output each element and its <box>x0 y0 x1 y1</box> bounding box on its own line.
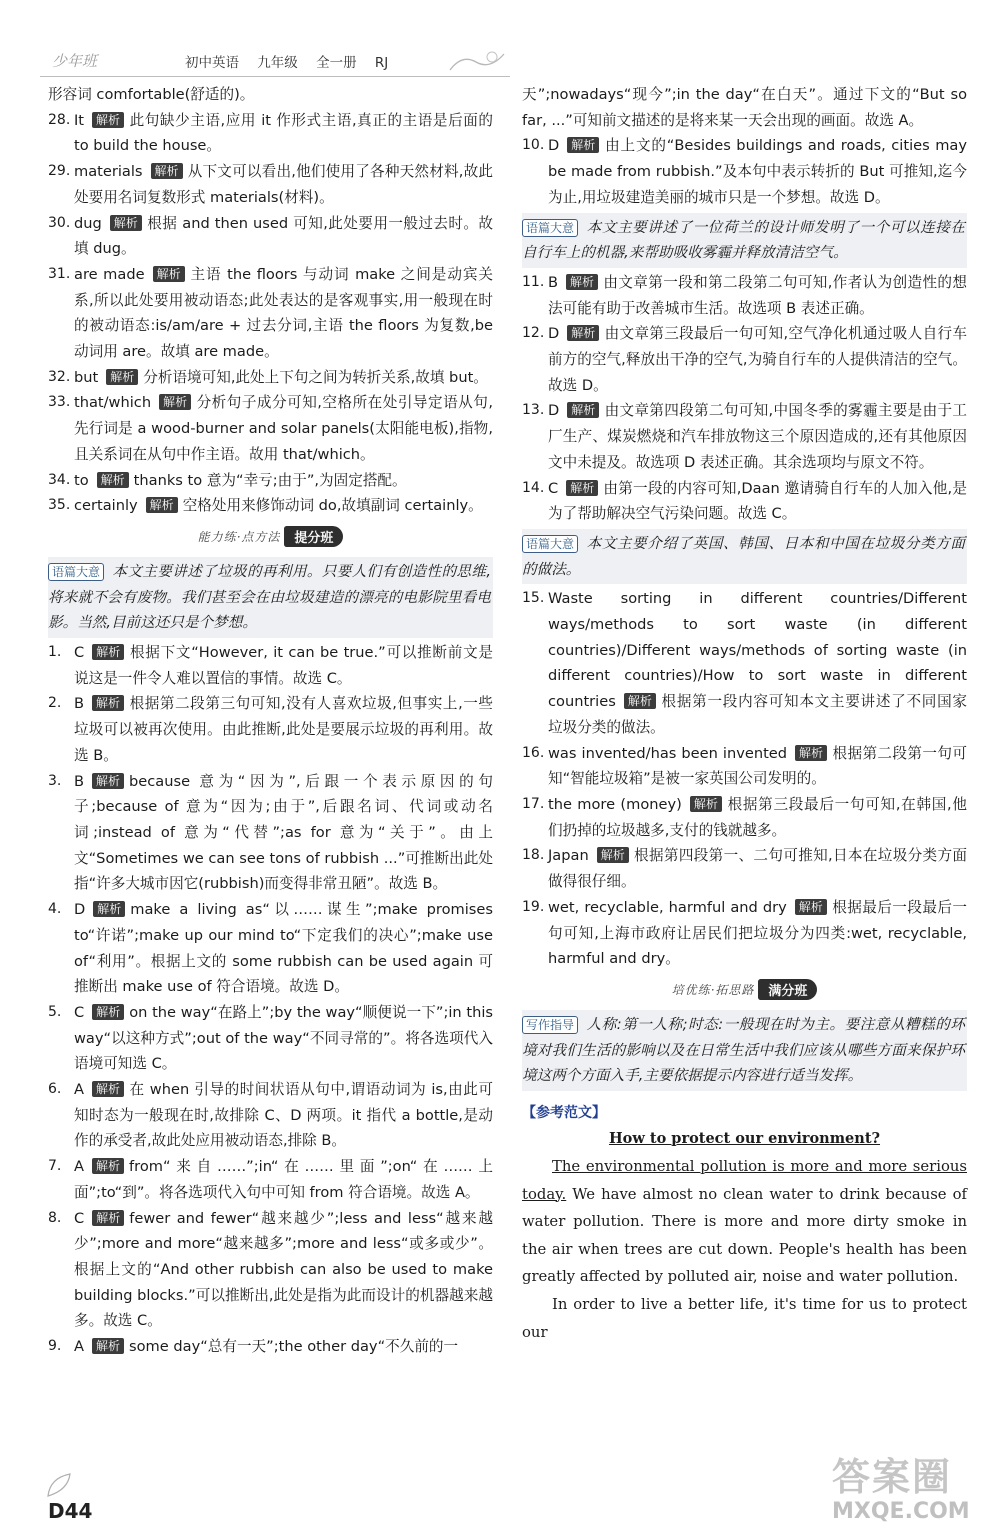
essay-paragraph-1 <box>522 1153 967 1291</box>
answer-key: A <box>74 1158 84 1176</box>
analysis-text: 根据最后一段最后一句可知,上海市政府让居民们把垃圾分为四类:wet, recyclable, harmful and dry。 <box>548 898 967 968</box>
continued-text: 天”;nowadays“现今”;in the day“在白天”。通过下文的“But so far, ...”可知前文描述的是将来某一天会出现的画面。故选 A。 <box>522 86 967 129</box>
question-number: 17. <box>522 795 545 812</box>
answer-key: B <box>74 695 85 713</box>
question-number: 35. <box>48 497 71 514</box>
question-number: 32. <box>48 368 71 385</box>
analysis-text: because 意为“因为”,后跟一个表示原因的句子;because of 意为“因为;由于”,后跟名词、代词或动名词;instead of 意为“代替”;as for 意为“关于”。由上文“Sometimes we can see tons of rubbish ...”可推断出此处指“许多大城市因它(rubbish)而变得非常丑陋”。故选 B。 <box>74 772 493 893</box>
analysis-text: on the way“在路上”;by the way“顺便说一下”;in this way“以这种方式”;out of the way“不同寻常的”。将各选项代入语境可知选 C。 <box>74 1003 493 1073</box>
analysis-tag: 解析 <box>153 266 185 282</box>
section-banner <box>48 519 493 555</box>
analysis-text: some day“总有一天”;the other day“不久前的一 <box>129 1338 459 1356</box>
section-banner <box>522 972 967 1008</box>
question-number: 12. <box>522 325 545 342</box>
analysis-text: 由第一段的内容可知,Daan 邀请骑自行车的人加入他,是为了帮助解决空气污染问题。故选 C。 <box>548 479 967 523</box>
analysis-text: 主语 the floors 与动词 make 之间是动宾关系,所以此处要用被动语态;此处表达的是客观事实,用一般现在时的被动语态:is/am/are + 过去分词,主语 the floors 为复数,be 动词用 are。故填 are made。 <box>74 265 493 361</box>
answer-item <box>522 792 967 843</box>
answer-key: C <box>548 479 559 497</box>
analysis-tag: 解析 <box>566 480 598 496</box>
summary-tag: 语篇大意 <box>48 563 104 581</box>
answer-body <box>74 691 493 768</box>
analysis-text: 空格处用来修饰动词 do,故填副词 certainly。 <box>182 497 483 515</box>
answer-body <box>548 398 967 475</box>
answer-body <box>548 133 967 210</box>
essay-text: We have almost no clean water to drink because of water pollution. There is more and more dirty smoke in the air when trees are cut down. People's health has been greatly affected by polluted air, noise and water pollution. <box>522 1185 967 1286</box>
analysis-text: 此句缺少主语,应用 it 作形式主语,真正的主语是后面的 to build the house。 <box>74 111 493 155</box>
answer-item <box>522 586 967 740</box>
answer-key: C <box>74 1209 85 1227</box>
answer-item <box>522 843 967 894</box>
leaf-decoration-icon <box>44 1470 78 1500</box>
answer-key: materials <box>74 163 143 181</box>
question-number: 10. <box>522 137 545 154</box>
answer-key: A <box>74 1338 84 1356</box>
answer-key: wet, recyclable, harmful and dry <box>548 898 787 916</box>
answer-body <box>548 792 967 843</box>
answer-body <box>548 843 967 894</box>
question-number: 29. <box>48 163 71 180</box>
analysis-tag: 解析 <box>690 796 722 812</box>
analysis-text: 根据第二段第三句可知,没有人喜欢垃圾,但事实上,一些垃圾可以被再次使用。由此推断,此处是要展示垃圾的再利用。故选 B。 <box>74 695 493 764</box>
answer-item <box>522 476 967 527</box>
watermark-text: 答案圈 <box>832 1455 953 1499</box>
answer-key: D <box>548 137 560 155</box>
analysis-text: 根据第一段内容可知本文主要讲述了不同国家垃圾分类的做法。 <box>548 693 967 736</box>
answer-item <box>48 262 493 365</box>
analysis-text: 根据第三段最后一句可知,在韩国,他们扔掉的垃圾越多,支付的钱就越多。 <box>548 795 967 839</box>
analysis-text: 分析语境可知,此处上下句之间为转折关系,故填 but。 <box>143 368 488 386</box>
analysis-tag: 解析 <box>92 773 124 789</box>
answer-body <box>74 1077 493 1154</box>
answer-body <box>74 1154 493 1205</box>
answer-item <box>48 468 493 494</box>
analysis-text: 由上文的“Besides buildings and roads, cities may be made from rubbish.”及本句中表示转折的 But 可推知,迄今为止,用垃圾建造美丽的城市只是一个梦想。故选 D。 <box>548 137 967 206</box>
answer-key: Waste sorting in different countries/Different ways/methods to sort waste (in different countries)/Different ways/methods of sorting waste (in different countries)/How to sort waste in different countries <box>548 590 967 711</box>
answer-item <box>48 1077 493 1154</box>
analysis-tag: 解析 <box>92 1081 124 1097</box>
analysis-tag: 解析 <box>92 112 124 128</box>
left-column <box>48 82 493 1360</box>
analysis-text: make a living as“以……谋生”;make promises to“许诺”;make up our mind to“下定我们的决心”;make use of“利用”。根据上文的 some rubbish can be used again 可推断出 make use of 符合语境。故选 D。 <box>74 901 493 996</box>
answer-body <box>548 476 967 527</box>
summary-text: 人称:第一人称;时态:一般现在时为主。要注意从糟糕的环境对我们生活的影响以及在日常生活中我们应该从哪些方面来保护环境这两个方面入手,主要依据提示内容进行适当发挥。 <box>522 1015 965 1085</box>
answer-key: to <box>74 471 89 489</box>
analysis-text: 由文章第三段最后一句可知,空气净化机通过吸人自行车前方的空气,释放出干净的空气,为骑自行车的人提供清洁的空气。故选 D。 <box>548 325 967 394</box>
analysis-tag: 解析 <box>567 137 599 153</box>
question-number: 30. <box>48 214 71 231</box>
analysis-text: 由文章第四段第二句可知,中国冬季的雾霾主要是由于工厂生产、煤炭燃烧和汽车排放物这三个原因造成的,还有其他原因文中未提及。故选项 D 表述正确。其余选项均与原文不符。 <box>548 402 967 471</box>
answer-body <box>548 895 967 972</box>
answer-item <box>48 108 493 159</box>
passage-summary <box>522 1010 967 1091</box>
analysis-tag: 解析 <box>151 163 183 179</box>
answer-key: are made <box>74 265 145 283</box>
question-number: 15. <box>522 590 545 607</box>
analysis-text: 在 when 引导的时间状语从句中,谓语动词为 is,由此可知时态为一般现在时,故排除 C、D 两项。it 指代 a bottle,是动作的承受者,故此处应用被动语态,排除 B。 <box>74 1081 493 1150</box>
answer-body <box>74 108 493 159</box>
analysis-tag: 解析 <box>97 472 129 488</box>
analysis-tag: 解析 <box>92 644 124 660</box>
analysis-tag: 解析 <box>110 215 142 231</box>
answer-body <box>74 159 493 210</box>
answer-body <box>74 897 493 1000</box>
answer-body <box>74 468 493 494</box>
answer-key: certainly <box>74 497 138 515</box>
question-number: 16. <box>522 744 545 761</box>
answer-item <box>48 365 493 391</box>
analysis-text: thanks to 意为“幸亏;由于”,为固定搭配。 <box>133 471 407 489</box>
answer-body <box>74 390 493 467</box>
answer-item <box>48 159 493 210</box>
question-number: 14. <box>522 479 545 496</box>
analysis-tag: 解析 <box>106 369 138 385</box>
answer-item <box>48 1206 493 1335</box>
answer-body <box>548 741 967 792</box>
analysis-text: 根据下文“However, it can be true.”可以推断前文是说这是一件令人难以置信的事情。故选 C。 <box>74 644 493 687</box>
answer-body <box>74 1000 493 1077</box>
answer-item <box>522 741 967 792</box>
summary-text: 本文主要讲述了一位荷兰的设计师发明了一个可以连接在自行车上的机器,来帮助吸收雾霾并释放清洁空气。 <box>522 218 965 262</box>
answer-key: B <box>74 772 85 790</box>
summary-tag: 写作指导 <box>522 1016 578 1034</box>
question-number: 4. <box>48 901 62 918</box>
right-items <box>522 82 967 1091</box>
analysis-tag: 解析 <box>566 274 598 290</box>
essay-paragraph-2: In order to live a better life, it's time for us to protect our <box>522 1295 967 1341</box>
analysis-tag: 解析 <box>92 1004 124 1020</box>
question-number: 19. <box>522 898 545 915</box>
answer-body <box>74 365 493 391</box>
analysis-tag: 解析 <box>92 1158 124 1174</box>
answer-key: C <box>74 1003 85 1021</box>
answer-item <box>48 211 493 262</box>
analysis-text: 根据第四段第一、二句可推知,日本在垃圾分类方面做得很仔细。 <box>548 847 967 891</box>
answer-item <box>522 398 967 475</box>
passage-summary <box>522 213 967 268</box>
summary-tag: 语篇大意 <box>522 535 578 553</box>
analysis-tag: 解析 <box>92 695 124 711</box>
answer-body <box>74 493 493 519</box>
question-number: 1. <box>48 644 62 661</box>
right-column <box>522 82 967 1346</box>
book-title: 初中英语 九年级 全一册 RJ <box>185 55 389 71</box>
analysis-text: 由文章第一段和第二段第二句可知,作者认为创造性的想法可能有助于改善城市生活。故选项 B 表述正确。 <box>548 273 967 317</box>
question-number: 13. <box>522 402 545 419</box>
answer-item <box>48 769 493 898</box>
answer-key: D <box>548 402 560 420</box>
question-number: 18. <box>522 847 545 864</box>
answer-key: It <box>74 111 85 129</box>
question-number: 11. <box>522 273 545 290</box>
analysis-tag: 解析 <box>624 693 656 709</box>
question-number: 28. <box>48 111 71 128</box>
analysis-tag: 解析 <box>93 901 125 917</box>
header-divider <box>40 76 510 77</box>
analysis-text: from“来自……”;in“在……里面”;on“在……上面”;to“到”。将各选项代入句中可知 from 符合语境。故选 A。 <box>74 1158 493 1201</box>
summary-text: 本文主要介绍了英国、韩国、日本和中国在垃圾分类方面的做法。 <box>522 534 965 578</box>
answer-body <box>74 211 493 262</box>
answer-key: Japan <box>548 847 589 865</box>
answer-key: D <box>548 325 560 343</box>
analysis-tag: 解析 <box>92 1338 124 1354</box>
page-number: D44 <box>48 1499 93 1523</box>
page-header <box>0 0 1000 80</box>
answer-item <box>48 640 493 691</box>
analysis-tag: 解析 <box>795 745 827 761</box>
answer-body <box>74 1334 493 1360</box>
analysis-tag: 解析 <box>567 325 599 341</box>
swirl-decoration-icon <box>448 48 508 74</box>
question-number: 2. <box>48 695 62 712</box>
answer-key: D <box>74 901 86 919</box>
passage-summary <box>522 529 967 584</box>
answer-key: C <box>74 644 85 662</box>
brand-logo: 少年班 <box>52 52 98 70</box>
section-label: 满分班 <box>758 979 817 1000</box>
analysis-tag: 解析 <box>146 497 178 513</box>
answer-item <box>48 897 493 1000</box>
answer-body <box>548 270 967 321</box>
question-number: 7. <box>48 1158 62 1175</box>
answer-item <box>522 895 967 972</box>
analysis-text: 根据第二段第一句可知“智能垃圾箱”是被一家英国公司发明的。 <box>548 744 967 788</box>
analysis-text: fewer and fewer“越来越少”;less and less“越来越少”;more and more“越来越多”;more and less“或多或少”。根据上文的“And other rubbish can also be used to make building blocks.”可以推断出,此处是指为此而设计的机器越来越多。故选 C。 <box>74 1209 493 1330</box>
essay-underlined-sentence: The environmental pollution is more and more serious today. <box>522 1158 967 1203</box>
section-label: 提分班 <box>284 526 343 547</box>
answer-key: that/which <box>74 394 152 412</box>
analysis-tag: 解析 <box>159 394 191 410</box>
question-number: 5. <box>48 1003 62 1020</box>
answer-key: B <box>548 273 559 291</box>
answer-key: was invented/has been invented <box>548 744 788 762</box>
continued-text: 形容词 comfortable(舒适的)。 <box>48 86 255 103</box>
model-essay <box>522 1101 967 1346</box>
answer-key: the more (money) <box>548 795 682 813</box>
watermark-url: MXQE.COM <box>832 1499 970 1524</box>
summary-text: 本文主要讲述了垃圾的再利用。只要人们有创造性的思维,将来就不会有废物。我们甚至会在由垃圾建造的漂亮的电影院里看电影。当然,目前这还只是个梦想。 <box>48 562 491 632</box>
section-subtitle: 培优练·拓思路 <box>671 983 755 998</box>
answer-key: A <box>74 1081 84 1099</box>
analysis-tag: 解析 <box>92 1210 124 1226</box>
analysis-tag: 解析 <box>567 402 599 418</box>
passage-summary <box>48 557 493 638</box>
answer-item <box>522 321 967 398</box>
question-number: 33. <box>48 394 71 411</box>
question-number: 31. <box>48 265 71 282</box>
watermark <box>832 1455 997 1533</box>
answer-item <box>48 1154 493 1205</box>
summary-tag: 语篇大意 <box>522 219 578 237</box>
answer-body <box>548 586 967 740</box>
answer-body <box>74 640 493 691</box>
section-subtitle: 能力练·点方法 <box>197 530 281 545</box>
answer-item <box>48 390 493 467</box>
answer-item <box>48 493 493 519</box>
analysis-text: 从下文可以看出,他们使用了各种天然材料,故此处要用名词复数形式 materials(材料)。 <box>74 163 493 206</box>
question-number: 9. <box>48 1338 62 1355</box>
answer-body <box>74 1206 493 1335</box>
analysis-tag: 解析 <box>597 847 629 863</box>
essay-title: How to protect our environment? <box>608 1130 881 1148</box>
answer-body <box>74 262 493 365</box>
analysis-text: 根据 and then used 可知,此处要用一般过去时。故填 dug。 <box>74 214 493 258</box>
essay-heading: 【参考范文】 <box>522 1105 606 1122</box>
answer-item <box>522 133 967 210</box>
answer-body <box>548 321 967 398</box>
analysis-tag: 解析 <box>795 899 827 915</box>
answer-item <box>522 270 967 321</box>
answer-key: but <box>74 368 99 386</box>
answer-key: dug <box>74 214 102 232</box>
question-number: 6. <box>48 1081 62 1098</box>
analysis-text: 分析句子成分可知,空格所在处引导定语从句,先行词是 a wood-burner and solar panels(太阳能电板),指物,且关系词在从句中作主语。故用 that/which。 <box>74 394 493 463</box>
answer-body <box>74 769 493 898</box>
answer-item <box>48 1334 493 1360</box>
question-number: 34. <box>48 471 71 488</box>
question-number: 8. <box>48 1209 62 1226</box>
answer-item <box>48 1000 493 1077</box>
answer-item <box>48 691 493 768</box>
question-number: 3. <box>48 772 62 789</box>
